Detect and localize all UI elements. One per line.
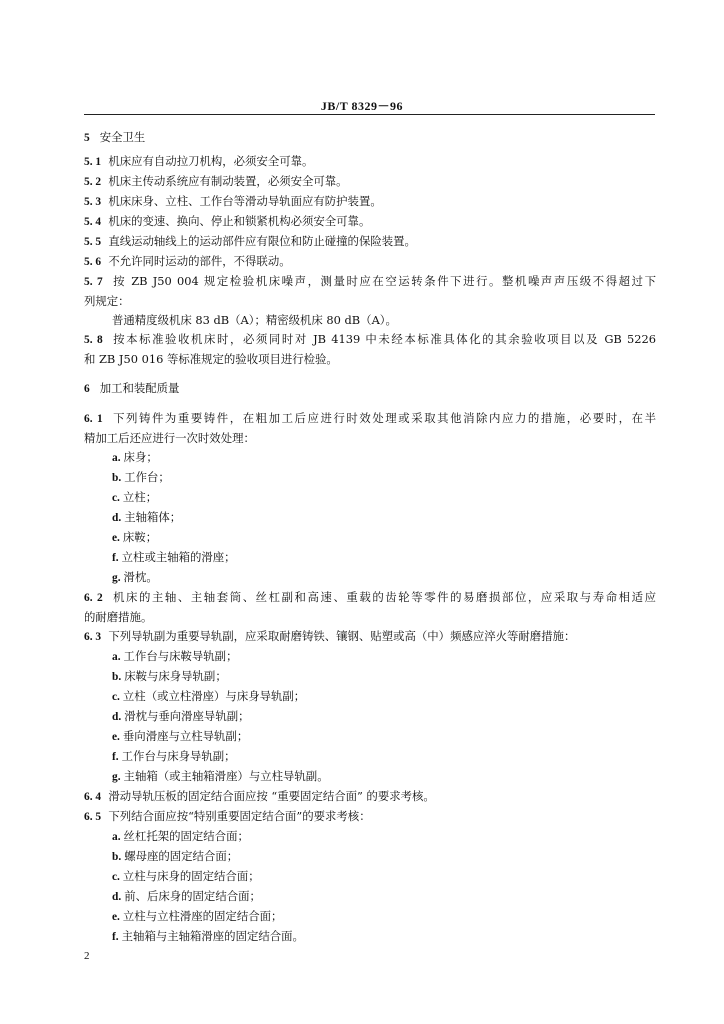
list-item-label: b. xyxy=(112,671,122,683)
clause-continuation: 的耐磨措施。 xyxy=(84,610,153,624)
list-item xyxy=(84,767,656,787)
clause-number: 6. 2 xyxy=(84,592,103,604)
clause xyxy=(84,212,656,232)
list-item-text: 前、后床身的固定结合面； xyxy=(124,889,261,903)
list-item-label: e. xyxy=(112,911,120,923)
sub-list xyxy=(84,448,656,588)
list-item-label: a. xyxy=(112,651,121,663)
list-item xyxy=(84,667,656,687)
clause-text: 机床主传动系统应有制动装置，必须安全可靠。 xyxy=(108,174,348,188)
list-item-text: 主轴箱（或主轴箱滑座）与立柱导轨副。 xyxy=(123,769,329,783)
list-item-text: 工作台与床鞍导轨副； xyxy=(123,649,238,663)
clause xyxy=(84,172,656,192)
list-item-label: d. xyxy=(112,512,122,524)
clause-number: 6. 4 xyxy=(84,791,102,803)
clause-text: 不允许同时运动的部件，不得联动。 xyxy=(108,254,291,268)
section-number: 5 xyxy=(84,132,90,144)
list-item-text: 立柱； xyxy=(122,490,158,504)
clause-text: 机床床身、立柱、工作台等滑动导轨面应有防护装置。 xyxy=(108,194,382,208)
list-item xyxy=(84,707,656,727)
list-item xyxy=(84,448,656,468)
clause xyxy=(84,232,656,252)
section-heading xyxy=(84,379,656,399)
clause xyxy=(84,252,656,272)
list-item-text: 丝杠托架的固定结合面； xyxy=(123,829,249,843)
list-item xyxy=(84,548,656,568)
clause-text: 机床应有自动拉刀机构，必须安全可靠。 xyxy=(108,154,314,168)
section-heading xyxy=(84,128,656,148)
list-item xyxy=(84,867,656,887)
clause-number: 5. 2 xyxy=(84,176,102,188)
list-item-label: b. xyxy=(112,851,122,863)
list-item-label: a. xyxy=(112,452,121,464)
clause-text: 下列导轨副为重要导轨副，应采取耐磨铸铁、镶钢、贴塑或高（中）频感应淬火等耐磨措施： xyxy=(108,629,576,643)
list-item-text: 立柱与立柱滑座的固定结合面； xyxy=(122,909,283,923)
clause-number: 5. 7 xyxy=(84,276,103,288)
list-item-label: c. xyxy=(112,492,120,504)
list-item-label: e. xyxy=(112,731,120,743)
list-item-text: 床鞍； xyxy=(122,530,158,544)
clause-continuation: 精加工后还应进行一次时效处理： xyxy=(84,431,255,445)
list-item-text: 立柱与床身的固定结合面； xyxy=(122,869,260,883)
clause-number: 5. 4 xyxy=(84,216,102,228)
list-item-text: 工作台； xyxy=(124,470,170,484)
section-title: 加工和装配质量 xyxy=(99,381,180,395)
list-item-text: 主轴箱与主轴箱滑座的固定结合面。 xyxy=(121,929,304,943)
clause-continuation: 和 ZB J50 016 等标准规定的验收项目进行检验。 xyxy=(84,352,338,366)
list-item-label: g. xyxy=(112,771,121,783)
list-item xyxy=(84,847,656,867)
clause xyxy=(84,152,656,172)
clause xyxy=(84,787,656,807)
list-item-text: 滑枕。 xyxy=(123,570,158,584)
clause-number: 5. 1 xyxy=(84,156,102,168)
page-number: 2 xyxy=(84,950,90,962)
clause xyxy=(84,627,656,647)
clause-text: 按本标准验收机床时，必须同时对 JB 4139 中未经本标准具体化的其余验收项目以及 GB 5226 xyxy=(113,332,656,346)
clause xyxy=(84,807,656,827)
list-item xyxy=(84,568,656,588)
clause-text: 下列铸件为重要铸件，在粗加工后应进行时效处理或采取其他消除内应力的措施，必要时，在半 xyxy=(113,411,656,425)
clause-number: 6. 1 xyxy=(84,413,103,425)
section-number: 6 xyxy=(84,383,90,395)
list-item xyxy=(84,528,656,548)
list-item-label: b. xyxy=(112,472,122,484)
list-item xyxy=(84,468,656,488)
clause-text: 机床的主轴、主轴套筒、丝杠副和高速、重载的齿轮等零件的易磨损部位，应采取与寿命相适应 xyxy=(113,590,656,604)
clause xyxy=(84,192,656,212)
list-item xyxy=(84,747,656,767)
section-5-items xyxy=(84,152,656,369)
clause-text: 直线运动轴线上的运动部件应有限位和防止碰撞的保险装置。 xyxy=(108,234,416,248)
list-item xyxy=(84,907,656,927)
list-item xyxy=(84,927,656,947)
list-item-label: f. xyxy=(112,552,119,564)
clause xyxy=(84,272,656,292)
clause-continuation: 列规定： xyxy=(84,294,130,308)
section-title: 安全卫生 xyxy=(99,130,146,144)
clause-number: 5. 5 xyxy=(84,236,102,248)
clause-number: 6. 5 xyxy=(84,811,102,823)
list-item xyxy=(84,827,656,847)
list-item-text: 床鞍与床身导轨副； xyxy=(124,669,227,683)
clause xyxy=(84,588,656,608)
list-item xyxy=(84,488,656,508)
list-item-text: 主轴箱体； xyxy=(124,510,182,524)
sub-list xyxy=(84,647,656,787)
list-item xyxy=(84,647,656,667)
clause-text: 按 ZB J50 004 规定检验机床噪声，测量时应在空运转条件下进行。整机噪声声压级不得超过下 xyxy=(113,274,656,288)
list-item xyxy=(84,887,656,907)
clause xyxy=(84,330,656,350)
header-rule xyxy=(84,114,655,115)
list-item xyxy=(84,508,656,528)
list-item-text: 垂向滑座与立柱导轨副； xyxy=(122,729,249,743)
clause-text: 滑动导轨压板的固定结合面应按 “重要固定结合面” 的要求考核。 xyxy=(108,789,435,803)
list-item-label: c. xyxy=(112,691,120,703)
section-6-items xyxy=(84,409,656,947)
list-item-text: 滑枕与垂向滑座导轨副； xyxy=(124,709,250,723)
list-item-label: f. xyxy=(112,931,119,943)
list-item-label: d. xyxy=(112,711,122,723)
clause-text: 下列结合面应按“特别重要固定结合面”的要求考核： xyxy=(108,809,371,823)
list-item xyxy=(84,727,656,747)
list-item-label: c. xyxy=(112,871,120,883)
noise-limits: 普通精度级机床 83 dB（A）；精密级机床 80 dB（A）。 xyxy=(112,313,397,327)
list-item-text: 立柱或主轴箱的滑座； xyxy=(121,550,236,564)
document-code: JB/T 8329－96 xyxy=(320,99,404,113)
list-item-text: 立柱（或立柱滑座）与床身导轨副； xyxy=(122,689,306,703)
clause-number: 5. 8 xyxy=(84,334,103,346)
list-item-text: 床身； xyxy=(123,450,158,464)
list-item-label: e. xyxy=(112,532,120,544)
list-item-label: d. xyxy=(112,891,122,903)
list-item xyxy=(84,687,656,707)
sub-list xyxy=(84,827,656,947)
clause-number: 6. 3 xyxy=(84,631,102,643)
list-item-label: f. xyxy=(112,751,119,763)
clause-number: 5. 3 xyxy=(84,196,102,208)
document-body xyxy=(84,124,656,947)
list-item-label: g. xyxy=(112,572,121,584)
list-item-label: a. xyxy=(112,831,121,843)
clause-number: 5. 6 xyxy=(84,256,102,268)
clause xyxy=(84,409,656,429)
list-item-text: 螺母座的固定结合面； xyxy=(124,849,239,863)
clause-text: 机床的变速、换向、停止和锁紧机构必须安全可靠。 xyxy=(108,214,371,228)
list-item-text: 工作台与床身导轨副； xyxy=(121,749,236,763)
